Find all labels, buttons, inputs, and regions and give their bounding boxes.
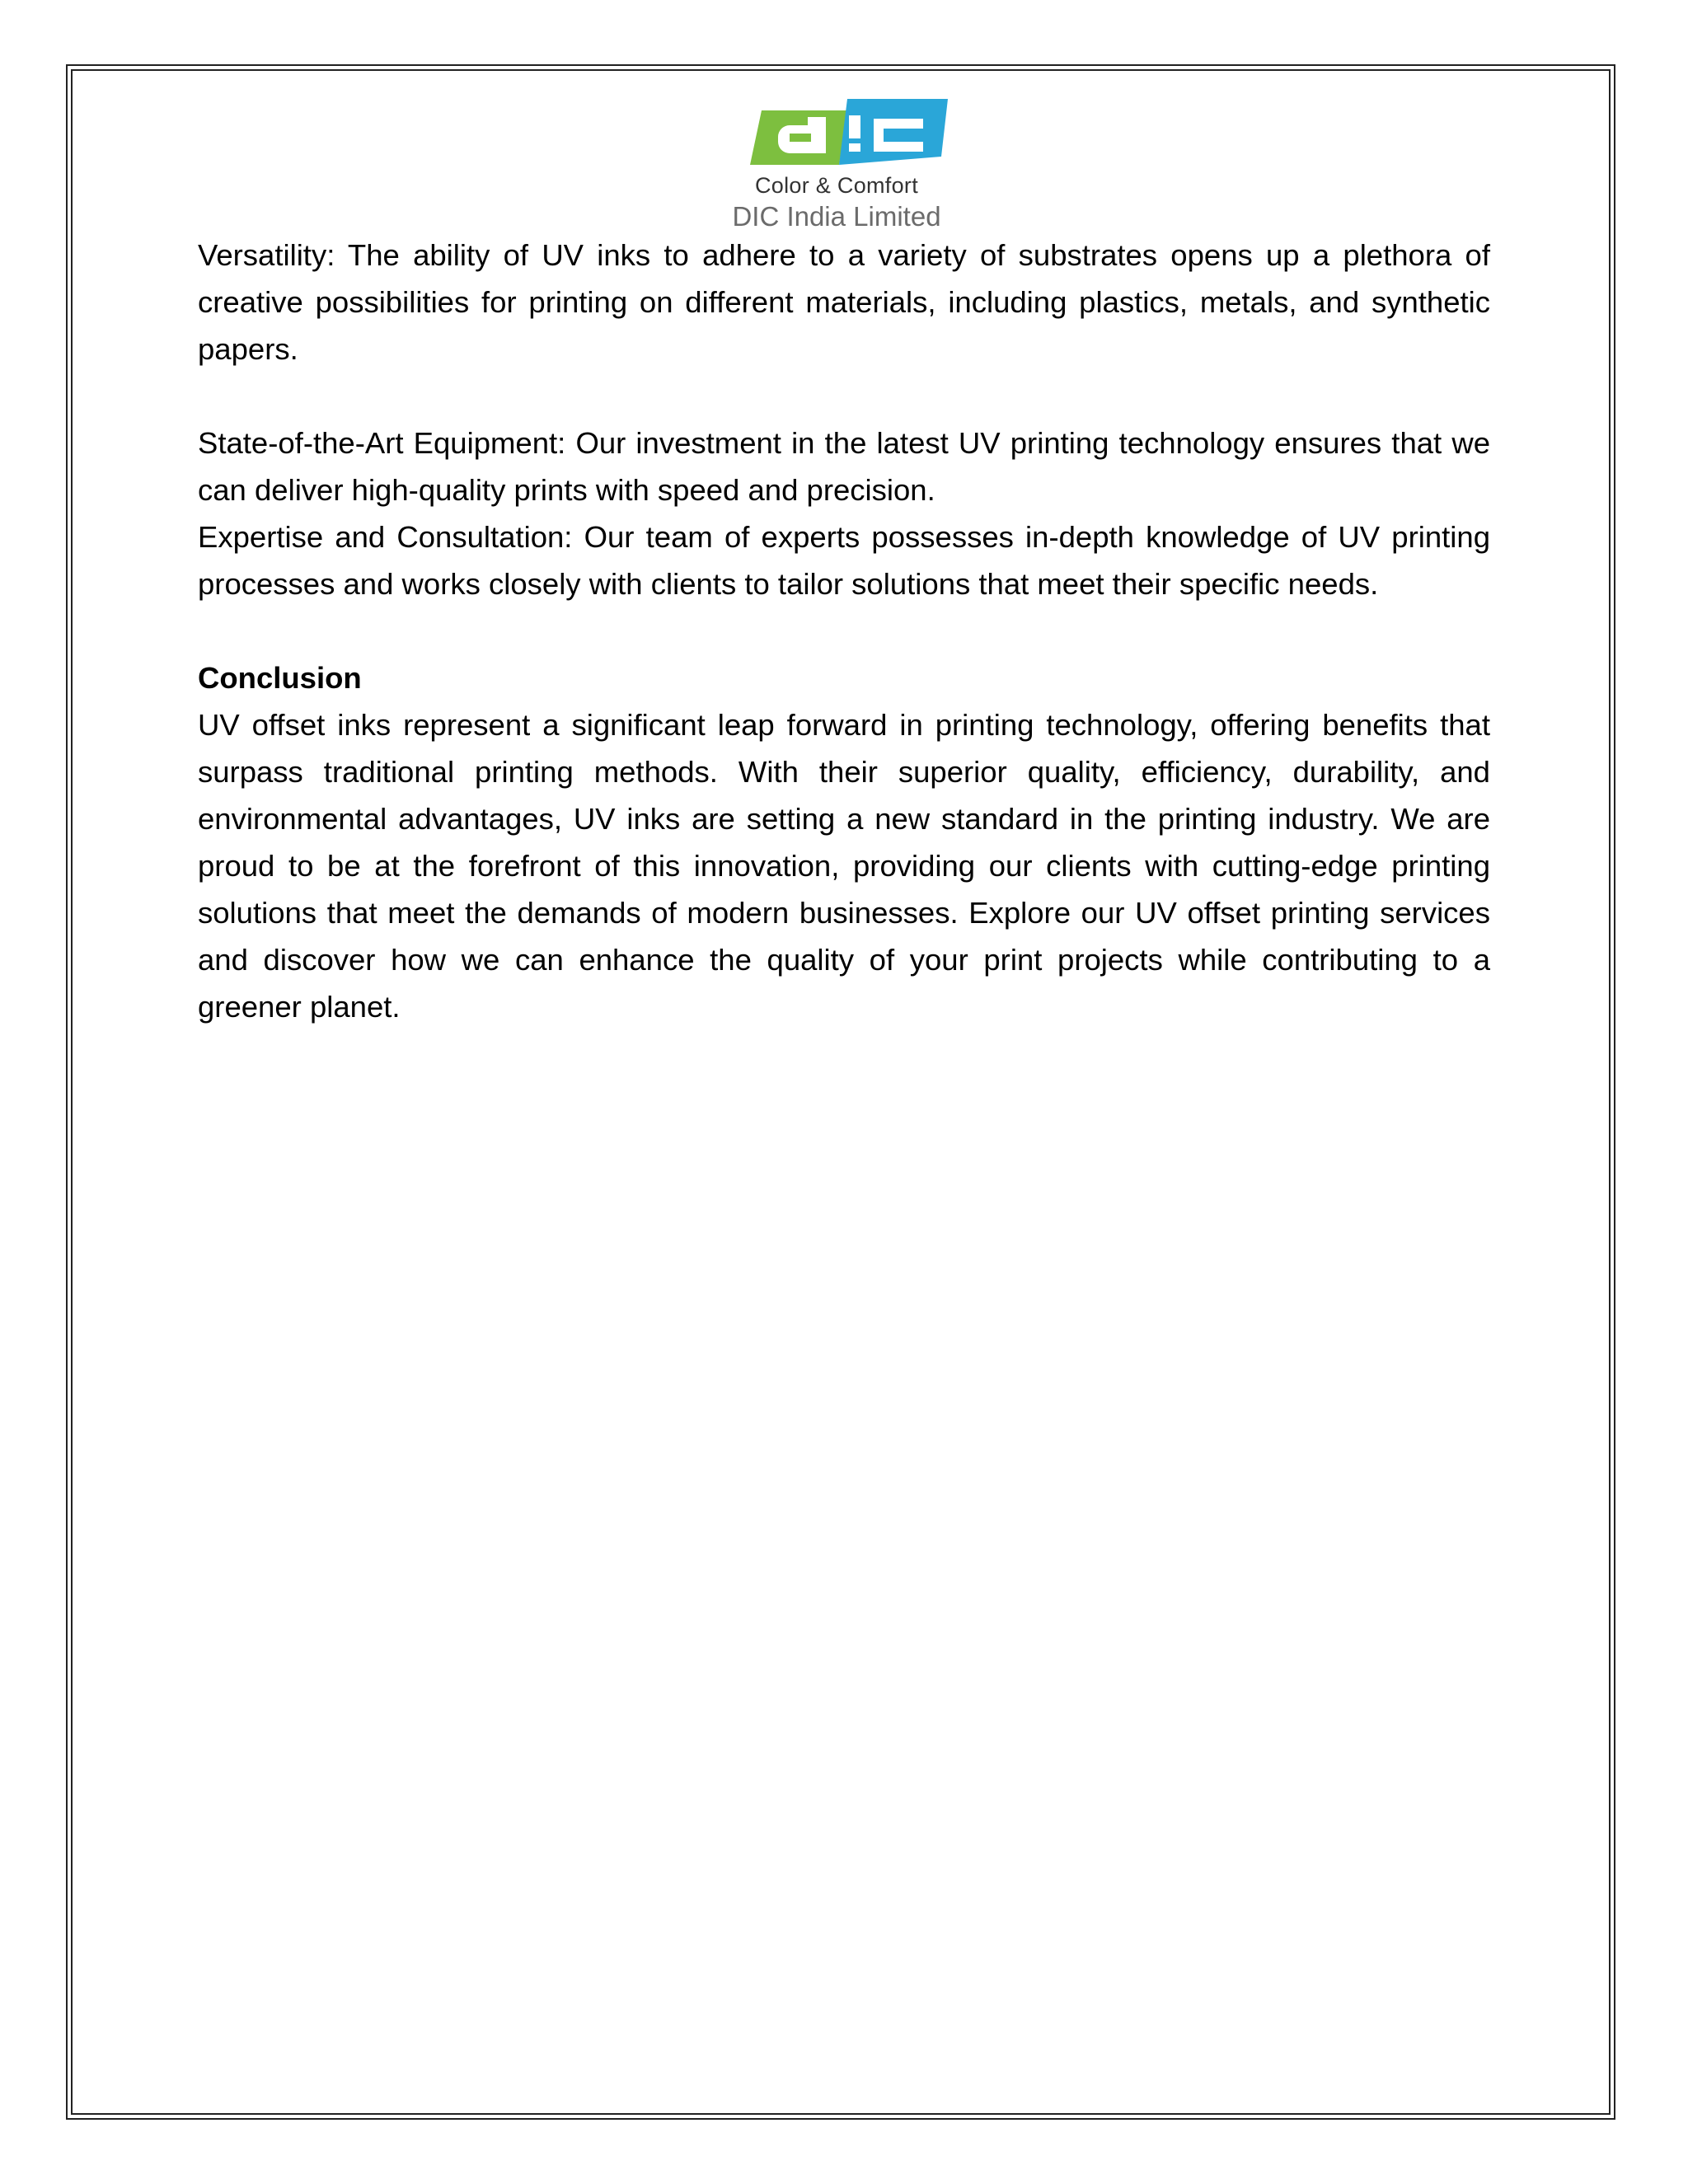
paragraph-versatility: Versatility: The ability of UV inks to adhere to a variety of substrates opens up a plethora of creative possibilities for printing on different materials, including plastics, metals, and synthetic papers. (198, 238, 1490, 366)
paragraph-equipment: State-of-the-Art Equipment: Our investment in the latest UV printing technology ensures that we can deliver high-quality prints with speed and precision. (198, 426, 1490, 507)
dic-logo-mark (750, 99, 948, 165)
conclusion-heading: Conclusion (198, 661, 362, 695)
paragraph-conclusion: UV offset inks represent a significant leap forward in printing technology, offering benefits that surpass traditional printing methods. With their superior quality, efficiency, durability, and environmental advantages, UV inks are setting a new standard in the printing industry. We are proud to be at the forefront of this innovation, providing our clients with cutting-edge printing solutions that meet the demands of modern businesses. Explore our UV offset printing services and discover how we can enhance the quality of your print projects while contributing to a greener planet. (198, 708, 1490, 1024)
logo-company-name: DIC India Limited (732, 201, 941, 232)
document-body (198, 232, 1490, 1030)
company-logo (725, 99, 964, 232)
logo-tagline: Color & Comfort (754, 173, 919, 198)
paragraph-expertise: Expertise and Consultation: Our team of experts possesses in-depth knowledge of UV printing processes and works closely with clients to tailor solutions that meet their specific needs. (198, 520, 1490, 601)
